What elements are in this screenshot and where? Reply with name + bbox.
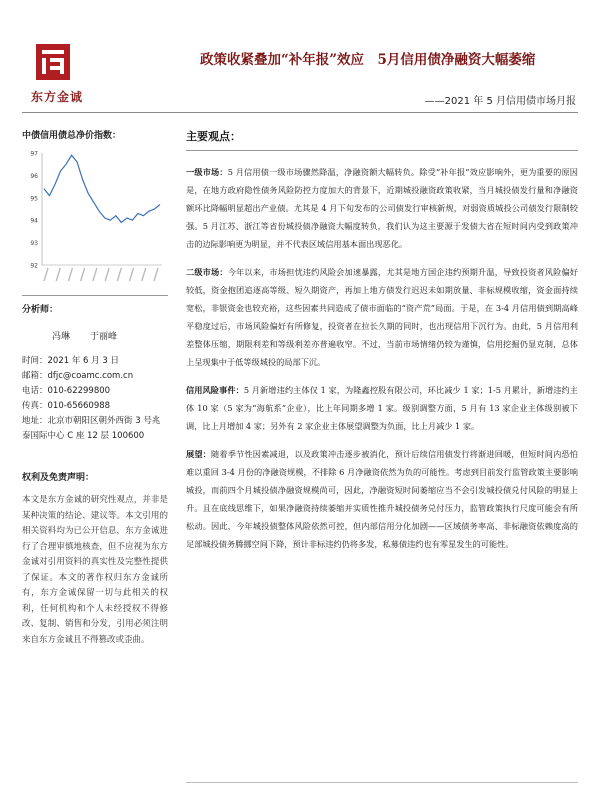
analyst-name: 冯琳 xyxy=(52,332,71,342)
chart-axis xyxy=(42,153,162,265)
logo-text: 东方金诚 xyxy=(30,90,83,104)
paragraph-body: 5 月信用债一级市场骤然降温，净融资额大幅转负。除受“补年报”效应影响外，更为重要的原因是，在地方政府隐性债务风险防控力度加大的背景下，近期城投融资政策收紧，当月城投债发行量和净融资额环比降幅明显超出产业债。尤其是 4 月下旬发布的公司债发行审核新规，对弱资质城投公司债发行限制较强。5 月江苏、浙江等省份城投债净融资大幅度转负，我们认为这主要源于发债大省在短时间内受到政策冲击的边际影响更为明显，并不代表区域信用基本面出现恶化。 xyxy=(186,167,578,249)
y-tick-label: 94 xyxy=(30,217,38,225)
paragraph-lead: 展望： xyxy=(186,449,212,459)
report-subtitle: ——2021 年 5 月信用债市场月报 xyxy=(424,96,576,107)
series-line xyxy=(44,155,160,222)
index-line-chart xyxy=(22,147,168,287)
x-tick-mark xyxy=(154,268,158,281)
main-content xyxy=(186,128,578,563)
footer-divider xyxy=(186,782,578,783)
x-tick-mark xyxy=(117,268,121,281)
company-logo xyxy=(22,44,92,105)
main-divider xyxy=(186,150,578,151)
paragraph-secondary-market xyxy=(186,263,578,371)
x-tick-mark xyxy=(81,268,85,281)
sidebar-divider xyxy=(22,295,168,296)
sidebar xyxy=(22,128,168,648)
x-tick-mark xyxy=(56,268,60,281)
fax: 传真：010-65660988 xyxy=(22,401,111,411)
header-divider xyxy=(22,112,578,113)
y-tick-label: 95 xyxy=(30,195,38,203)
report-date: 时间：2021 年 6 月 3 日 xyxy=(22,356,119,366)
x-tick-mark xyxy=(44,268,48,281)
paragraph-primary-market xyxy=(186,163,578,253)
x-tick-mark xyxy=(93,268,97,281)
paragraph-lead: 信用风险事件： xyxy=(186,385,244,395)
analyst-list xyxy=(22,329,168,342)
x-tick-mark xyxy=(105,268,109,281)
key-points-heading: 主要观点： xyxy=(186,130,241,143)
x-tick-mark xyxy=(130,268,134,281)
paragraph-outlook xyxy=(186,445,578,553)
index-chart xyxy=(22,147,168,287)
disclaimer-text: 本文是东方金诚的研究性观点，并非是某种决策的结论、建议等。本文引用的相关资料均为已公开信息，东方金诚进行了合理审慎地核查，但不应视为东方金诚对引用资料的真实性及完整性提供了保证。本文的著作权归东方金诚所有，东方金诚保留一切与此相关的权利，任何机构和个人未经授权不得修改、复制、销售和分发，引用必须注明来自东方金诚且不得篡改或歪曲。 xyxy=(22,495,168,645)
email[interactable]: 邮箱：dfjc@coamc.com.cn xyxy=(22,371,134,381)
paragraph-lead: 一级市场： xyxy=(186,167,228,177)
paragraph-body: 今年以来，市场担忧违约风险会加速暴露，尤其是地方国企违约预期升温，导致投资者风险偏好较低，资金抱团追逐高等级、短久期资产，再加上地方债发行迟迟未如期放量、非标规模收缩，资金面持续宽松，非银资金也较充裕，这些因素共同造成了债市面临的“资产荒”局面。于是，在 3-4 月信用债到期高峰平稳度过后，市场风险偏好有所修复，投资者在拉长久期的同时，也出现信用下沉行为。由此，5 月信用利差整体压缩，期限利差和等级利差亦普遍收窄。不过，当前市场情绪仍较为谨慎，信用挖掘仍显克制，总体上呈现集中于低等级城投的局部下沉。 xyxy=(186,267,578,367)
logo-mark-icon xyxy=(36,44,70,80)
x-tick-mark xyxy=(142,268,146,281)
paragraph-body: 5 月新增违约主体仅 1 家，为隆鑫控股有限公司，环比减少 1 家；1-5 月累计，新增违约主体 10 家（5 家为“海航系”企业），比上年同期多增 1 家。级别调整方面，5 月有 13 家企业主体级别被下调，比上月增加 4 家；另外有 2 家企业主体展望调整为负面，比上月减少 1 家。 xyxy=(186,385,578,431)
analyst-label: 分析师： xyxy=(22,305,59,315)
disclaimer-title: 权利及免责声明： xyxy=(22,473,95,483)
paragraph-credit-risk xyxy=(186,381,578,435)
address: 地址：北京市朝阳区朝外西街 3 号兆泰国际中心 C 座 12 层 100600 xyxy=(22,416,161,441)
x-tick-mark xyxy=(68,268,72,281)
phone: 电话：010-62299800 xyxy=(22,386,111,396)
y-tick-label: 97 xyxy=(30,150,38,158)
paragraph-lead: 二级市场： xyxy=(186,267,228,277)
report-title: 政策收紧叠加“补年报”效应 5月信用债净融资大幅萎缩 xyxy=(200,52,536,68)
y-tick-label: 92 xyxy=(30,262,38,270)
paragraph-body: 随着季节性因素减退，以及政策冲击逐步被消化，预计后续信用债发行将渐进回暖，但短时间内恐怕难以重回 3-4 月份的净融资规模，不排除 6 月净融资依然为负的可能性。考虑到目前发行监管政策主要影响城投，而前四个月城投债净融资规模尚可，因此，净融资短时间萎缩应当不会引发城投债兑付风险的明显上升。且在底线思维下，如果净融资持续萎缩并实质性推升城投债务兑付压力，监管政策执行尺度可能会有所松动。因此，今年城投债整体风险依然可控，但内部信用分化加剧——区域债务率高、非标融资依赖度高的足部城投债务腾挪空间下降，预计非标违约仍将多发，私募债违约也有零星发生的可能性。 xyxy=(186,449,578,549)
contact-block xyxy=(22,354,168,444)
analyst-name: 于丽峰 xyxy=(90,332,118,342)
y-tick-label: 93 xyxy=(30,240,38,248)
y-tick-label: 96 xyxy=(30,172,38,180)
chart-title: 中债信用债总净价指数： xyxy=(22,131,122,141)
